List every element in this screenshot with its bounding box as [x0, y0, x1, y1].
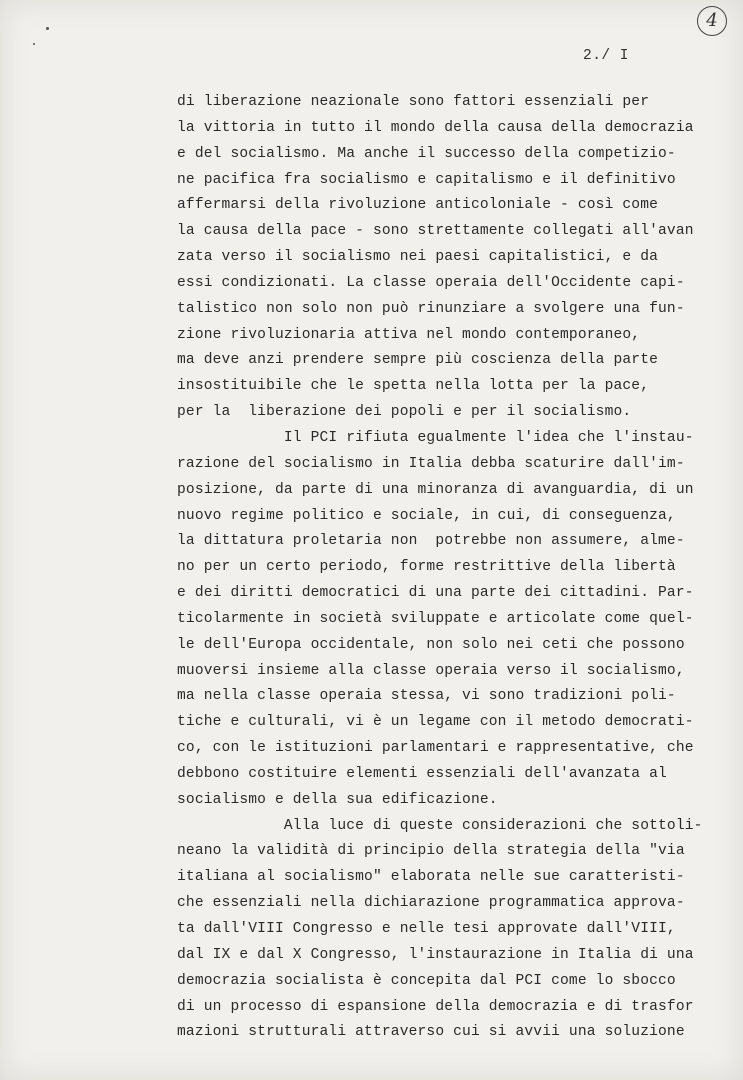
text-line: di un processo di espansione della democrazia e di trasfor: [177, 998, 694, 1015]
text-line: ta dall'VIII Congresso e nelle tesi approvate dall'VIII,: [177, 921, 676, 937]
body-text: [177, 90, 703, 1046]
text-line: nuovo regime politico e sociale, in cui, di conseguenza,: [177, 507, 676, 524]
text-line: la vittoria in tutto il mondo della causa della democrazia: [177, 119, 694, 136]
text-line: neano la validità di principio della strategia della "via: [177, 843, 685, 860]
text-line: talistico non solo non può rinunziare a svolgere una fun-: [177, 300, 685, 317]
text-line: dal IX e dal X Congresso, l'instaurazione in Italia di una: [177, 946, 694, 963]
text-line: Alla luce di queste considerazioni che sottoli-: [177, 817, 703, 834]
text-line: debbono costituire elementi essenziali dell'avanzata al: [177, 765, 667, 782]
text-line: italiana al socialismo" elaborata nelle sue caratteristi-: [177, 869, 685, 886]
text-line: co, con le istituzioni parlamentari e rappresentative, che: [177, 740, 694, 757]
text-line: no per un certo periodo, forme restrittive della libertà: [177, 559, 676, 576]
circled-page-number: 4: [697, 6, 727, 36]
text-line: la causa della pace - sono strettamente collegati all'avan: [177, 223, 694, 240]
text-line: tiche e culturali, vi è un legame con il metodo democrati-: [177, 714, 694, 731]
page-reference: 2./ I: [583, 48, 630, 64]
text-line: ma nella classe operaia stessa, vi sono tradizioni poli-: [177, 688, 676, 705]
text-line: le dell'Europa occidentale, non solo nei ceti che possono: [177, 636, 685, 653]
text-line: insostituibile che le spetta nella lotta per la pace,: [177, 378, 650, 395]
text-line: ticolarmente in società sviluppate e articolate come quel-: [177, 610, 694, 627]
text-line: zione rivoluzionaria attiva nel mondo contemporaneo,: [177, 326, 641, 343]
text-line: Il PCI rifiuta egualmente l'idea che l'instau-: [177, 429, 694, 446]
text-line: essi condizionati. La classe operaia dell'Occidente capi-: [177, 274, 685, 291]
text-line: socialismo e della sua edificazione.: [177, 791, 498, 808]
text-line: ne pacifica fra socialismo e capitalismo e il definitivo: [177, 171, 676, 188]
text-line: posizione, da parte di una minoranza di avanguardia, di un: [177, 481, 694, 498]
text-line: per la liberazione dei popoli e per il socialismo.: [177, 404, 632, 421]
speck-mark: [33, 43, 35, 45]
text-line: zata verso il socialismo nei paesi capitalistici, e da: [177, 249, 659, 266]
text-line: muoversi insieme alla classe operaia verso il socialismo,: [177, 662, 685, 679]
text-line: e del socialismo. Ma anche il successo della competizio-: [177, 145, 676, 162]
text-line: la dittatura proletaria non potrebbe non assumere, alme-: [177, 533, 685, 550]
text-line: di liberazione neazionale sono fattori essenziali per: [177, 94, 650, 110]
text-line: ma deve anzi prendere sempre più coscienza della parte: [177, 352, 659, 369]
speck-mark: [46, 27, 49, 30]
text-line: mazioni strutturali attraverso cui si avvii una soluzione: [177, 1024, 685, 1041]
text-line: razione del socialismo in Italia debba scaturire dall'im-: [177, 455, 685, 472]
text-line: che essenziali nella dichiarazione programmatica approva-: [177, 895, 685, 912]
text-line: affermarsi della rivoluzione anticoloniale - così come: [177, 197, 659, 214]
text-line: democrazia socialista è concepita dal PCI come lo sbocco: [177, 972, 676, 989]
text-line: e dei diritti democratici di una parte dei cittadini. Par-: [177, 585, 694, 602]
